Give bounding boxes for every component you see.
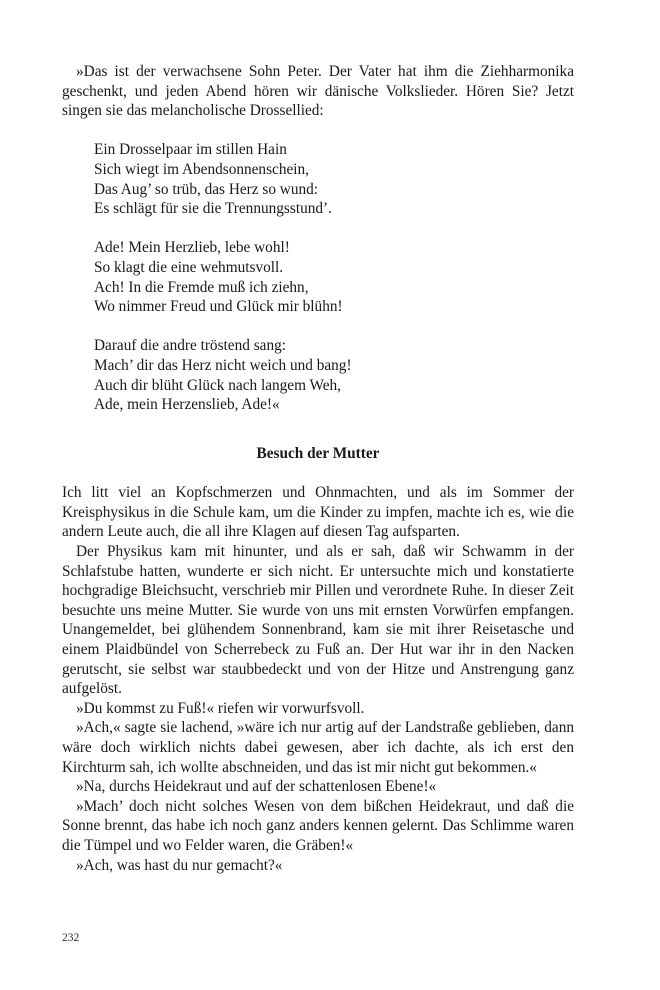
book-page [62,62,574,875]
poem-line: Sich wiegt im Abendsonnenschein, [94,160,309,178]
poem-line: Ach! In die Fremde muß ich ziehn, [94,278,309,296]
body-paragraph: Der Physikus kam mit hinunter, und als er sah, daß wir Schwamm in der Schlafstube hatten, wunderte er sich nicht. Er untersuchte mich und konstatierte hochgradige Bleichsucht, verschrieb mir Pillen und verordnete Ruhe. In dieser Zeit besuchte uns meine Mutter. Sie wurde von uns mit ernsten Vorwürfen empfangen. Unangemeldet, bei glühendem Sonnenbrand, kam sie mit ihrer Reisetasche und einem Plaidbündel von Scherrebeck zu Fuß an. Der Hut war ihr in den Nacken gerutscht, sie selbst war staubbedeckt und von der Hitze und Anstrengung ganz aufgelöst. [62,543,574,698]
poem-line: Ade, mein Herzenslieb, Ade!« [94,396,280,414]
opening-paragraph: »Das ist der verwachsene Sohn Peter. Der Vater hat ihm die Ziehharmonika geschenkt, und jeden Abend hören wir dänische Volkslieder. Hören Sie? Jetzt singen sie das melancholische Drossellied: [62,63,574,120]
poem-line: Ein Drosselpaar im stillen Hain [94,141,287,159]
section-heading: Besuch der Mutter [256,444,380,462]
poem-line: So klagt die eine wehmutsvoll. [94,258,284,276]
body-paragraph: »Ach, was hast du nur gemacht?« [76,856,283,874]
poem-stanza [94,336,574,414]
poem-line: Darauf die andre tröstend sang: [94,337,286,355]
poem-stanza [94,140,574,218]
body-paragraph: »Du kommst zu Fuß!« riefen wir vorwurfsvoll. [76,699,365,717]
poem-line: Das Aug’ so trüb, das Herz so wund: [94,180,319,198]
poem-line: Wo nimmer Freud und Glück mir blühn! [94,298,343,316]
body-paragraph: »Na, durchs Heidekraut und auf der schattenlosen Ebene!« [76,778,437,796]
poem-line: Ade! Mein Herzlieb, lebe wohl! [94,239,290,257]
poem-line: Es schlägt für sie die Trennungsstund’. [94,200,332,218]
poem [94,140,574,414]
poem-stanza [94,238,574,316]
body-paragraph: »Ach,« sagte sie lachend, »wäre ich nur artig auf der Landstraße geblieben, dann wäre doch wirklich nichts dabei gewesen, aber ich dachte, als ich erst den Kirchturm sah, ich wollte abschneiden, und das ist mir nicht gut bekommen.« [62,719,574,776]
body-paragraph: Ich litt viel an Kopfschmerzen und Ohnmachten, und als im Sommer der Kreisphysikus in die Schule kam, um die Kinder zu impfen, machte ich es, wie die andern Leute auch, die all ihre Klagen auf diesen Tag aufsparten. [62,484,574,541]
poem-line: Mach’ dir das Herz nicht weich und bang! [94,356,352,374]
body-paragraph: »Mach’ doch nicht solches Wesen von dem bißchen Heidekraut, und daß die Sonne brennt, das habe ich noch ganz anders kennen gelernt. Das Schlimme waren die Tümpel und wo Felder waren, die Gräben!« [62,797,574,854]
poem-line: Auch dir blüht Glück nach langem Weh, [94,376,341,394]
page-number: 232 [62,932,80,944]
